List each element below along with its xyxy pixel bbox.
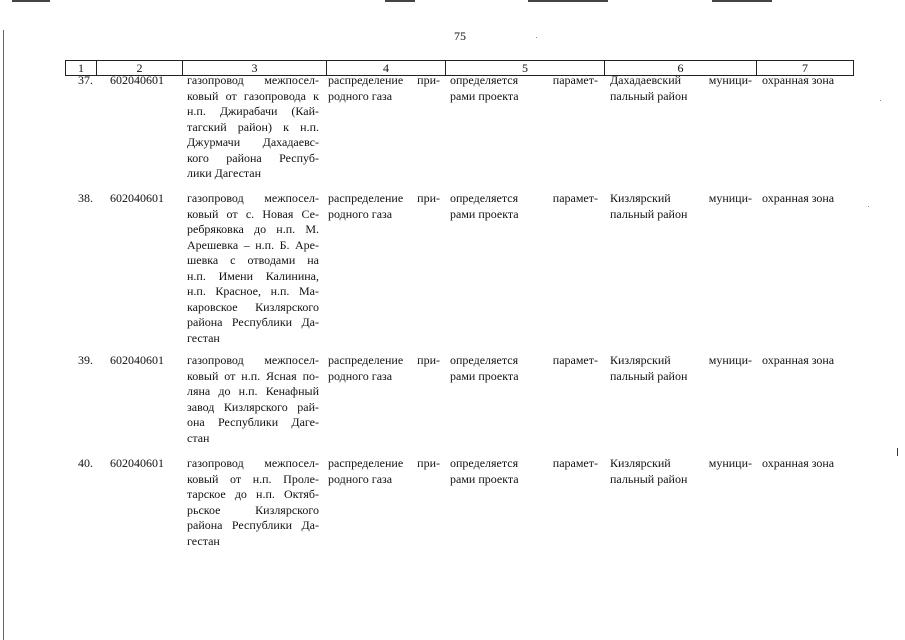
desc-line: района Республики Да-	[187, 518, 319, 532]
desc-line: шевка с отводами на	[187, 253, 319, 267]
scan-top-line	[385, 0, 415, 2]
params-line: рами проекта	[450, 471, 519, 486]
header-col-2: 2	[97, 61, 183, 75]
region-line: пальный район	[610, 368, 688, 383]
purpose-line: распределение при-	[328, 191, 440, 205]
params-line: рами проекта	[450, 368, 519, 383]
desc-line: ляна до н.п. Кенафный	[187, 384, 319, 398]
desc-line: н.п. Имени Калинина,	[187, 268, 319, 283]
desc-line: завод Кизлярского рай-	[187, 399, 319, 414]
desc-line: н.п. Джирабачи (Кай-	[187, 104, 319, 118]
region-word: муници-	[708, 73, 752, 87]
region-word: Кизлярский	[610, 353, 671, 367]
purpose-line: родного газа	[328, 471, 393, 486]
header-col-6: 6	[605, 61, 757, 75]
desc-line: газопровод межпосел-	[187, 73, 319, 87]
row-parameters	[450, 73, 598, 104]
desc-line: газопровод межпосел-	[187, 456, 319, 470]
region-line: пальный район	[610, 206, 688, 221]
region-word: Кизлярский	[610, 456, 671, 470]
region-word: Дахадаевский	[610, 73, 682, 87]
params-word: определяется	[450, 73, 519, 87]
scan-top-line	[528, 0, 608, 2]
desc-line: Джурмачи Дахадаевс-	[187, 135, 319, 149]
params-word: определяется	[450, 191, 519, 205]
row-purpose	[328, 73, 440, 104]
row-purpose	[328, 353, 440, 384]
row-parameters	[450, 353, 598, 384]
header-col-1: 1	[66, 61, 97, 75]
params-word: парамет-	[552, 73, 598, 87]
scan-speck	[880, 100, 881, 101]
desc-line: газопровод межпосел-	[187, 353, 319, 367]
row-region	[610, 73, 752, 104]
desc-line: ковый от н.п. Ясная по-	[187, 368, 319, 383]
scan-top-line	[712, 0, 772, 2]
purpose-line: родного газа	[328, 88, 393, 103]
header-col-3: 3	[183, 61, 327, 75]
desc-line: ребряковка до н.п. М.	[187, 222, 319, 236]
row-parameters	[450, 191, 598, 222]
params-line: рами проекта	[450, 88, 519, 103]
row-description	[187, 456, 319, 549]
region-word: Кизлярский	[610, 191, 671, 205]
header-col-4: 4	[327, 61, 446, 75]
desc-line: тагский район) к н.п.	[187, 119, 319, 134]
row-zone: охранная зона	[762, 191, 835, 205]
region-word: муници-	[708, 456, 752, 470]
scan-top-line	[12, 0, 50, 2]
params-line: рами проекта	[450, 206, 519, 221]
row-purpose	[328, 191, 440, 222]
desc-line: ковый от газопровода к	[187, 88, 319, 103]
row-number: 37.	[78, 73, 93, 87]
purpose-line: распределение при-	[328, 353, 440, 367]
row-region	[610, 456, 752, 487]
desc-line: н.п. Красное, н.п. Ма-	[187, 284, 319, 298]
desc-line: гестан	[187, 330, 220, 345]
desc-line: газопровод межпосел-	[187, 191, 319, 205]
desc-line: рьское Кизлярского	[187, 502, 319, 517]
row-parameters	[450, 456, 598, 487]
desc-line: лики Дагестан	[187, 166, 262, 180]
row-description	[187, 191, 319, 346]
row-number: 40.	[78, 456, 93, 470]
row-number: 38.	[78, 191, 93, 205]
purpose-line: родного газа	[328, 206, 393, 221]
region-line: пальный район	[610, 88, 688, 103]
desc-line: района Республики Да-	[187, 315, 319, 329]
row-code: 602040601	[110, 73, 164, 87]
row-description	[187, 353, 319, 446]
scan-left-edge	[3, 30, 4, 640]
desc-line: ковый от с. Новая Се-	[187, 206, 319, 221]
params-word: определяется	[450, 353, 519, 367]
desc-line: каровское Кизлярского	[187, 299, 319, 314]
desc-line: она Республики Даге-	[187, 415, 319, 429]
region-word: муници-	[708, 353, 752, 367]
params-word: определяется	[450, 456, 519, 470]
header-col-7: 7	[757, 61, 854, 75]
row-zone: охранная зона	[762, 456, 835, 470]
row-zone: охранная зона	[762, 353, 835, 367]
page-number: 75	[454, 29, 466, 43]
row-description	[187, 73, 319, 182]
row-purpose	[328, 456, 440, 487]
desc-line: стан	[187, 430, 210, 445]
row-region	[610, 353, 752, 384]
row-zone: охранная зона	[762, 73, 835, 87]
scan-speck	[868, 206, 869, 207]
purpose-line: распределение при-	[328, 456, 440, 470]
scan-speck	[897, 448, 898, 456]
params-word: парамет-	[552, 191, 598, 205]
desc-line: кого района Респуб-	[187, 150, 319, 165]
desc-line: Арешевка – н.п. Б. Аре-	[187, 237, 319, 252]
desc-line: гестан	[187, 533, 220, 548]
row-region	[610, 191, 752, 222]
params-word: парамет-	[552, 353, 598, 367]
purpose-line: распределение при-	[328, 73, 440, 87]
row-code: 602040601	[110, 456, 164, 470]
row-number: 39.	[78, 353, 93, 367]
desc-line: ковый от н.п. Проле-	[187, 471, 319, 486]
region-word: муници-	[708, 191, 752, 205]
desc-line: тарское до н.п. Октяб-	[187, 487, 319, 501]
row-code: 602040601	[110, 353, 164, 367]
header-col-5: 5	[446, 61, 605, 75]
row-code: 602040601	[110, 191, 164, 205]
params-word: парамет-	[552, 456, 598, 470]
purpose-line: родного газа	[328, 368, 393, 383]
region-line: пальный район	[610, 471, 688, 486]
